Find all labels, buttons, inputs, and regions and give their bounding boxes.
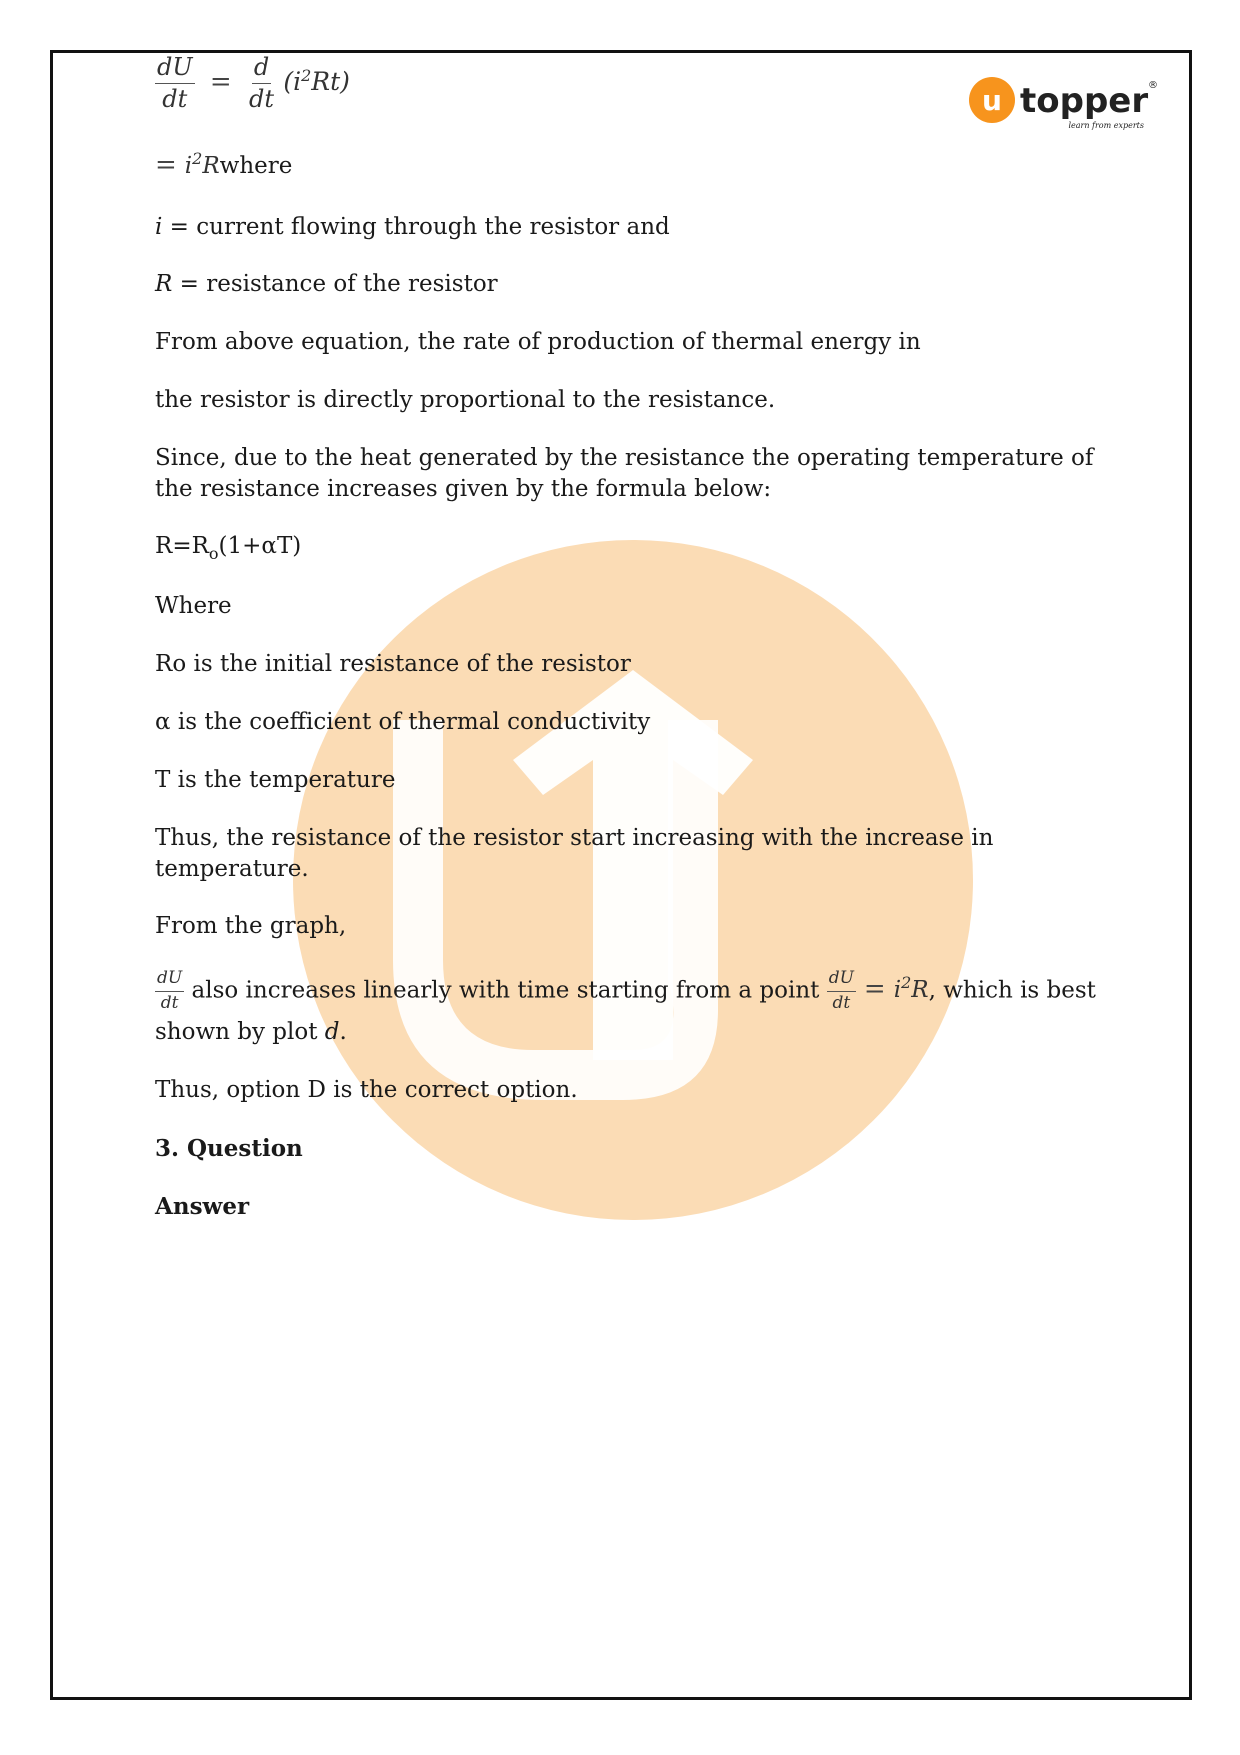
graph-label: From the graph,	[155, 913, 347, 939]
definition-i: i = current flowing through the resistor and	[155, 214, 670, 240]
paragraph-1: From above equation, the rate of production of thermal energy in	[155, 329, 921, 355]
logo-registered: ®	[1148, 80, 1158, 91]
paragraph-2: the resistor is directly proportional to the resistance.	[155, 387, 776, 413]
paragraph-5: $\frac{dU}{dt}$ also increases linearly with time starting from a point $\frac{dU}{dt}$ = $i^2R$, which is best	[157, 968, 1096, 1013]
question-heading: 3. Question	[155, 1135, 303, 1162]
equation-i2r: = $i^2Rwhere$	[155, 149, 293, 180]
formula-resistance: $R=R_o(1+\alpha T)$	[155, 533, 302, 563]
definition-temp: T is the temperature	[155, 767, 396, 793]
logo-brand: topper	[1020, 81, 1149, 121]
topper-logo	[968, 72, 1168, 136]
equation-du-dt: $\frac{dU}{dt}$ = $\frac{d}{dt}$ $(i^2Rt)$	[157, 53, 350, 114]
paragraph-3: Since, due to the heat generated by the resistance the operating temperature of the resistance increases given by the formula below:	[155, 445, 1094, 502]
logo-letter: u	[982, 84, 1002, 117]
definition-r: R = resistance of the resistor	[155, 271, 498, 297]
where-label: Where	[155, 593, 232, 619]
paragraph-5-line-2: shown by plot d.	[155, 1019, 347, 1045]
paragraph-4: Thus, the resistance of the resistor start increasing with the increase in temperature.	[155, 825, 994, 882]
definition-ro: Ro is the initial resistance of the resistor	[155, 651, 631, 677]
definition-alpha: α is the coefficient of thermal conductivity	[155, 709, 651, 735]
logo-tagline: learn from experts	[1068, 121, 1144, 130]
answer-heading: Answer	[155, 1193, 250, 1220]
conclusion: Thus, option D is the correct option.	[155, 1077, 578, 1103]
